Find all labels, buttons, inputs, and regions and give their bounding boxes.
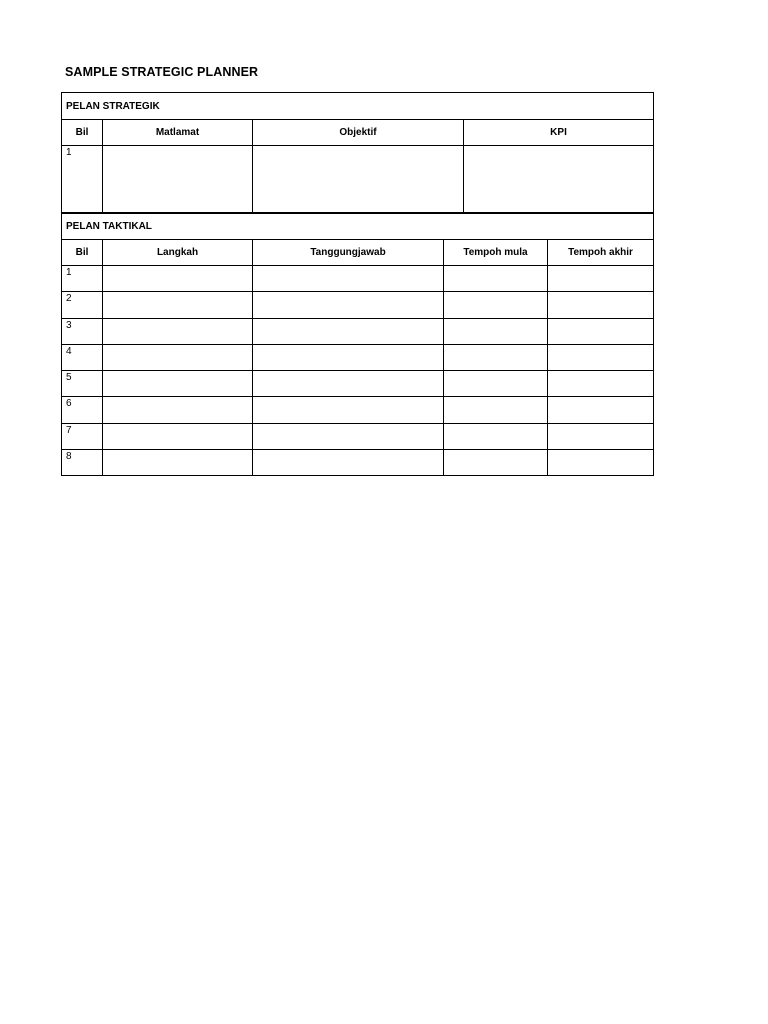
tanggungjawab-cell — [253, 318, 444, 344]
row-number: 5 — [62, 371, 103, 397]
table-row — [62, 423, 654, 449]
langkah-cell — [103, 397, 253, 423]
column-header-bil: Bil — [62, 240, 103, 266]
table-row — [62, 146, 654, 214]
tempoh-akhir-cell — [548, 292, 654, 318]
strategic-section-row — [62, 93, 654, 120]
tactical-section-label: PELAN TAKTIKAL — [62, 213, 654, 240]
table-row — [62, 397, 654, 423]
table-row — [62, 371, 654, 397]
langkah-cell — [103, 450, 253, 476]
tanggungjawab-cell — [253, 450, 444, 476]
tempoh-akhir-cell — [548, 371, 654, 397]
row-number: 8 — [62, 450, 103, 476]
tanggungjawab-cell — [253, 371, 444, 397]
tempoh-akhir-cell — [548, 450, 654, 476]
table-row — [62, 450, 654, 476]
column-header-tanggungjawab: Tanggungjawab — [253, 240, 444, 266]
tanggungjawab-cell — [253, 397, 444, 423]
column-header-kpi: KPI — [464, 120, 654, 146]
tactical-plan-table — [61, 212, 654, 476]
row-number: 1 — [62, 146, 103, 214]
matlamat-cell — [103, 146, 253, 214]
tanggungjawab-cell — [253, 344, 444, 370]
column-header-matlamat: Matlamat — [103, 120, 253, 146]
column-header-langkah: Langkah — [103, 240, 253, 266]
row-number: 2 — [62, 292, 103, 318]
table-row — [62, 266, 654, 292]
kpi-cell — [464, 146, 654, 214]
row-number: 4 — [62, 344, 103, 370]
tempoh-mula-cell — [444, 266, 548, 292]
tempoh-mula-cell — [444, 344, 548, 370]
tempoh-mula-cell — [444, 292, 548, 318]
tanggungjawab-cell — [253, 292, 444, 318]
strategic-header-row — [62, 120, 654, 146]
tempoh-mula-cell — [444, 397, 548, 423]
tactical-header-row — [62, 240, 654, 266]
tactical-section-row — [62, 213, 654, 240]
langkah-cell — [103, 318, 253, 344]
table-row — [62, 344, 654, 370]
tempoh-akhir-cell — [548, 318, 654, 344]
langkah-cell — [103, 423, 253, 449]
table-row — [62, 292, 654, 318]
strategic-section-label: PELAN STRATEGIK — [62, 93, 654, 120]
column-header-tempoh-akhir: Tempoh akhir — [548, 240, 654, 266]
langkah-cell — [103, 266, 253, 292]
row-number: 6 — [62, 397, 103, 423]
tempoh-mula-cell — [444, 423, 548, 449]
document-title: SAMPLE STRATEGIC PLANNER — [65, 65, 259, 79]
tanggungjawab-cell — [253, 266, 444, 292]
tempoh-mula-cell — [444, 371, 548, 397]
tanggungjawab-cell — [253, 423, 444, 449]
tempoh-akhir-cell — [548, 423, 654, 449]
langkah-cell — [103, 292, 253, 318]
column-header-tempoh-mula: Tempoh mula — [444, 240, 548, 266]
strategic-plan-table — [61, 92, 654, 214]
tempoh-mula-cell — [444, 450, 548, 476]
tempoh-akhir-cell — [548, 344, 654, 370]
row-number: 3 — [62, 318, 103, 344]
tempoh-mula-cell — [444, 318, 548, 344]
column-header-objektif: Objektif — [253, 120, 464, 146]
column-header-bil: Bil — [62, 120, 103, 146]
tempoh-akhir-cell — [548, 266, 654, 292]
tempoh-akhir-cell — [548, 397, 654, 423]
table-row — [62, 318, 654, 344]
row-number: 7 — [62, 423, 103, 449]
objektif-cell — [253, 146, 464, 214]
row-number: 1 — [62, 266, 103, 292]
langkah-cell — [103, 371, 253, 397]
langkah-cell — [103, 344, 253, 370]
